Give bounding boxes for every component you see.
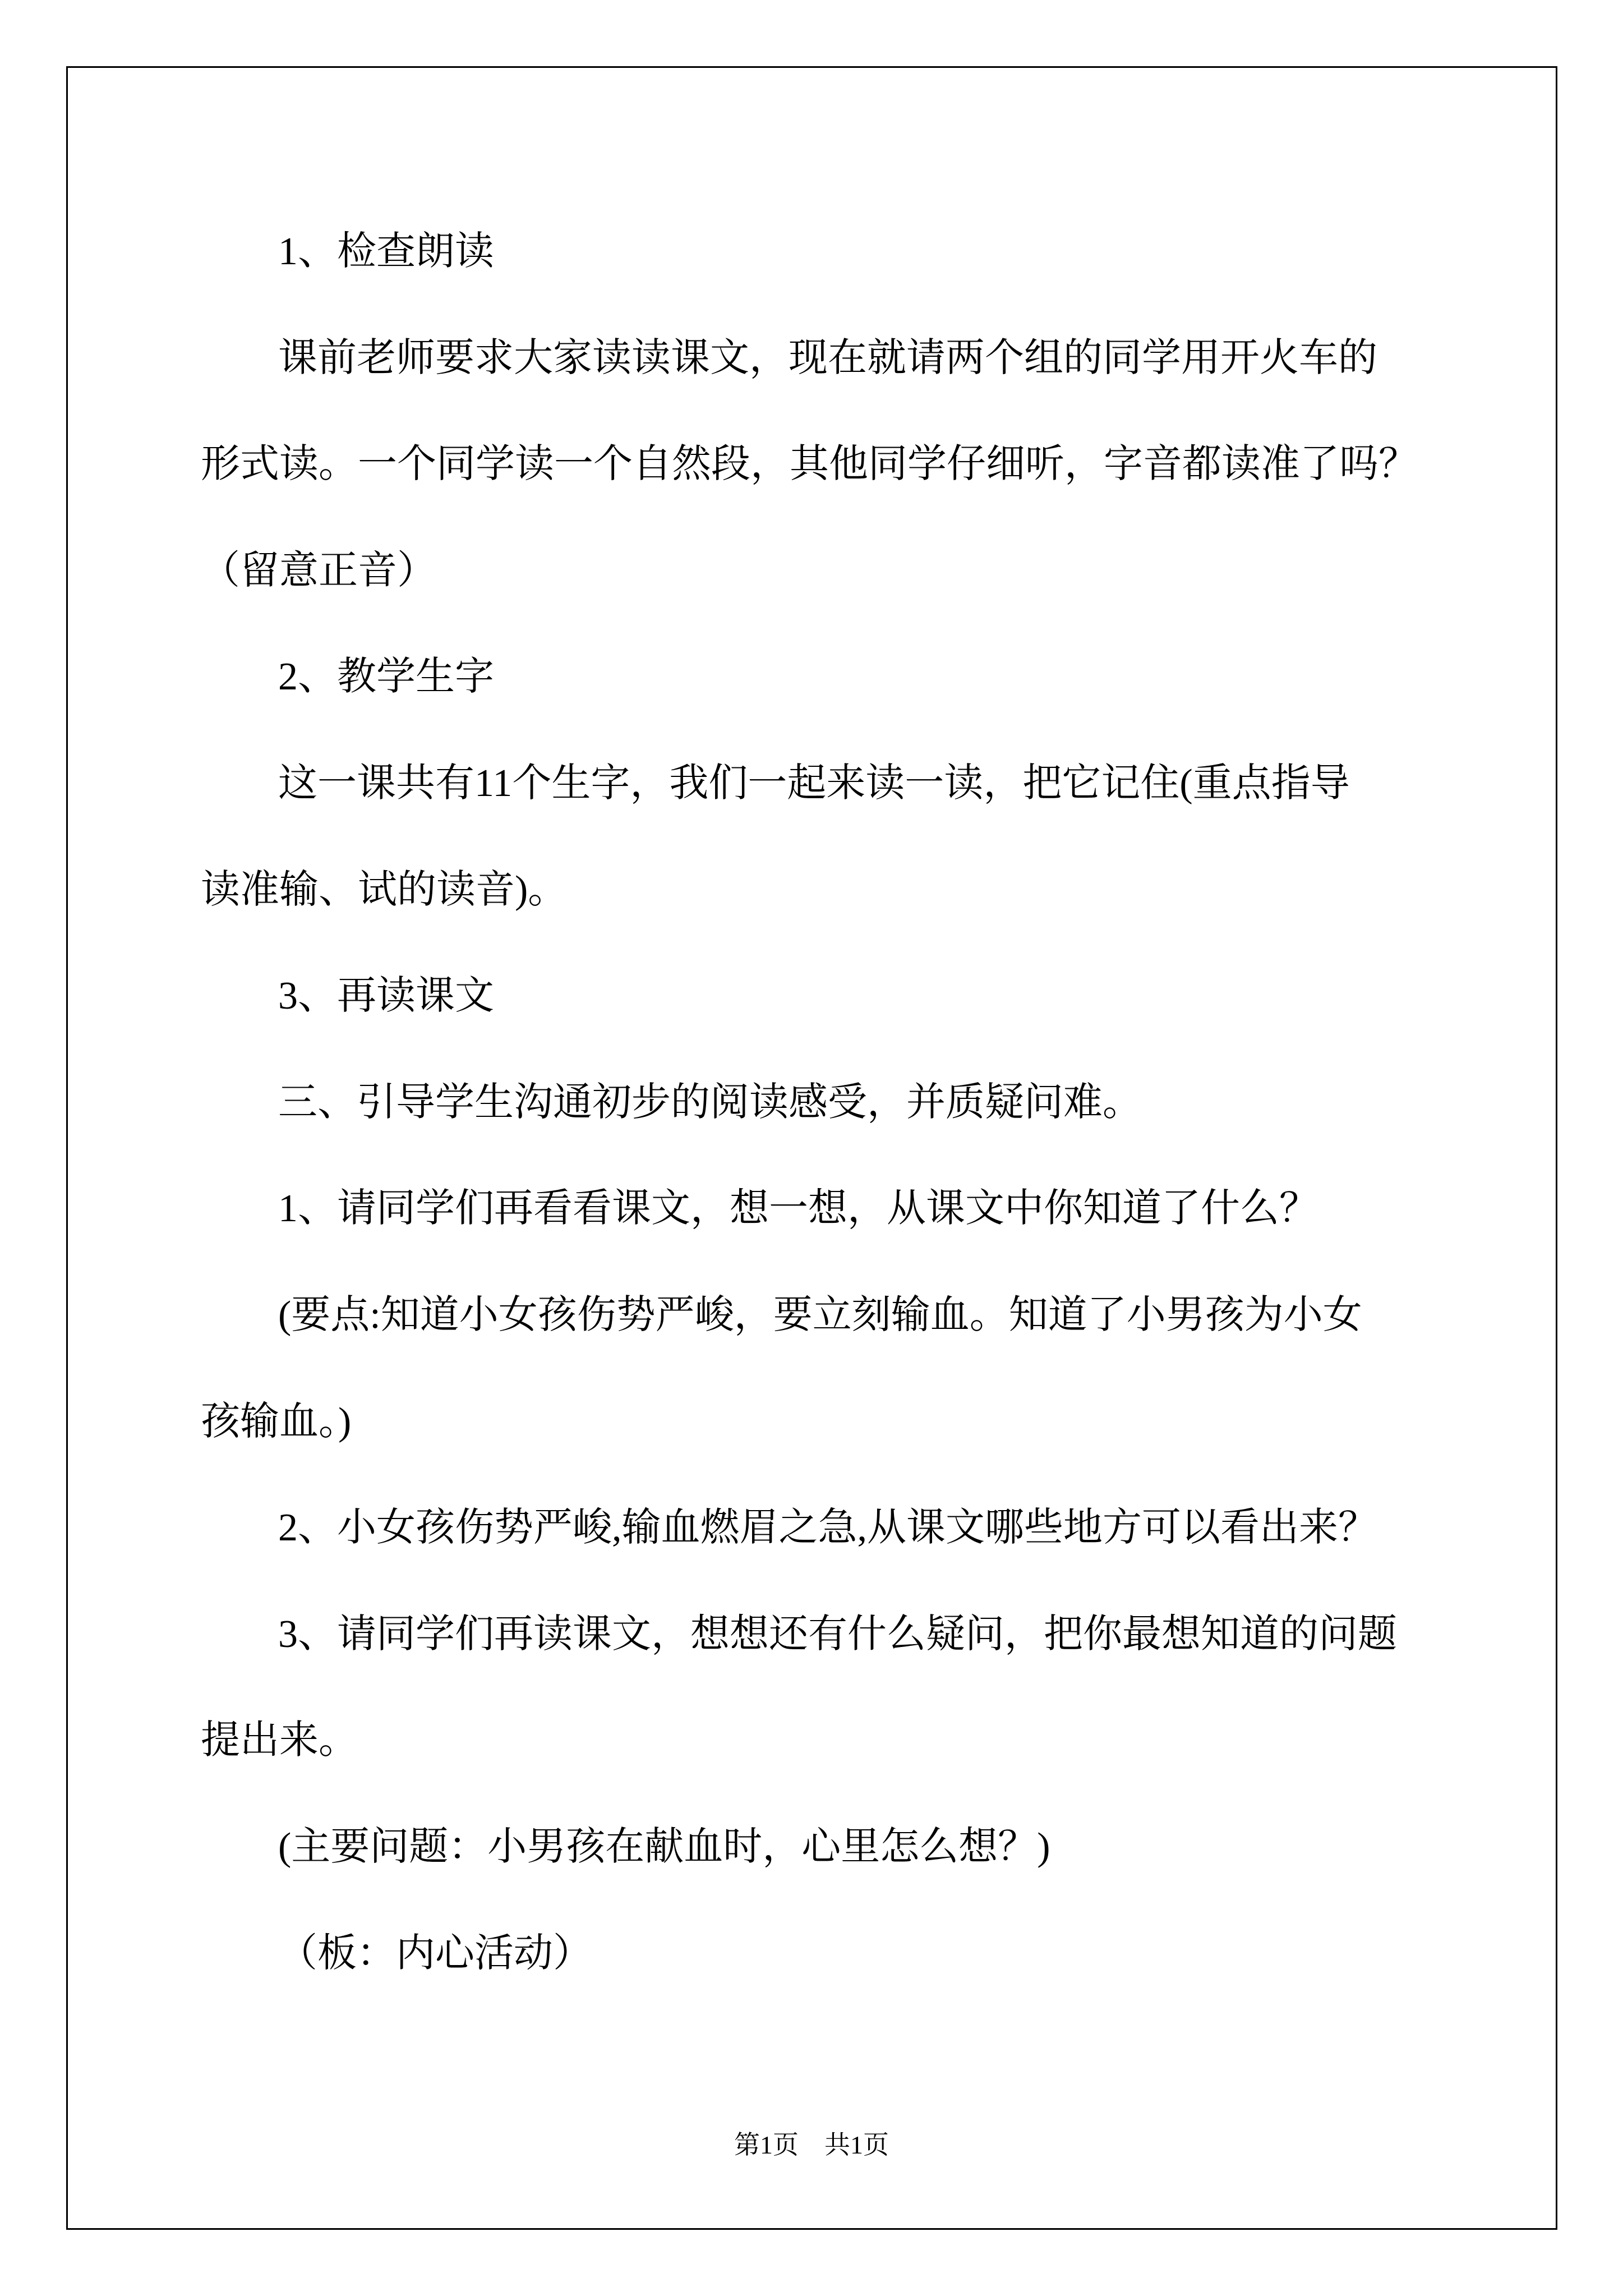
text-line: 1、检查朗读	[278, 230, 494, 273]
paragraph	[201, 730, 1536, 943]
heading-check-reading	[201, 199, 1536, 305]
text-line: 2、小女孩伤势严峻,输血燃眉之急,从课文哪些地方可以看出来？	[278, 1506, 1377, 1550]
text-line: (要点:知道小女孩伤势严峻，要立刻输血。知道了小男孩为小女	[278, 1293, 1362, 1337]
text-line: 孩输血。)	[201, 1400, 352, 1443]
text-line: （板：内心活动）	[278, 1931, 592, 1975]
paragraph	[201, 1901, 1536, 2007]
paragraph	[201, 1156, 1536, 1262]
paragraph	[201, 1262, 1536, 1475]
text-line: 提出来。	[201, 1719, 358, 1763]
heading-teach-characters	[201, 624, 1536, 730]
text-line: 3、再读课文	[278, 974, 494, 1018]
text-line: 这一课共有11个生字，我们一起来读一读，把它记住(重点指导	[278, 761, 1350, 805]
text-line: 形式读。一个同学读一个自然段，其他同学仔细听，字音都读准了吗？	[201, 443, 1418, 486]
text-line: 三、引导学生沟通初步的阅读感受，并质疑问难。	[278, 1080, 1142, 1124]
section-heading	[201, 1050, 1536, 1156]
text-line: (主要问题：小男孩在献血时，心里怎么想？)	[278, 1825, 1050, 1869]
paragraph	[201, 1475, 1536, 1581]
page-footer	[0, 2129, 1623, 2161]
page-indicator: 第1页 共1页	[734, 2131, 889, 2159]
document-body	[201, 199, 1536, 2007]
text-line: （留意正音）	[201, 549, 436, 592]
text-line: 课前老师要求大家读读课文，现在就请两个组的同学用开火车的	[278, 336, 1377, 380]
text-line: 1、请同学们再看看课文，想一想，从课文中你知道了什么？	[278, 1187, 1318, 1231]
paragraph	[201, 1794, 1536, 1901]
text-line: 2、教学生字	[278, 655, 494, 699]
heading-reread-text	[201, 943, 1536, 1050]
text-line: 读准输、试的读音)。	[201, 868, 568, 912]
text-line: 3、请同学们再读课文，想想还有什么疑问，把你最想知道的问题	[278, 1612, 1397, 1656]
paragraph	[201, 1581, 1536, 1794]
paragraph	[201, 305, 1536, 624]
